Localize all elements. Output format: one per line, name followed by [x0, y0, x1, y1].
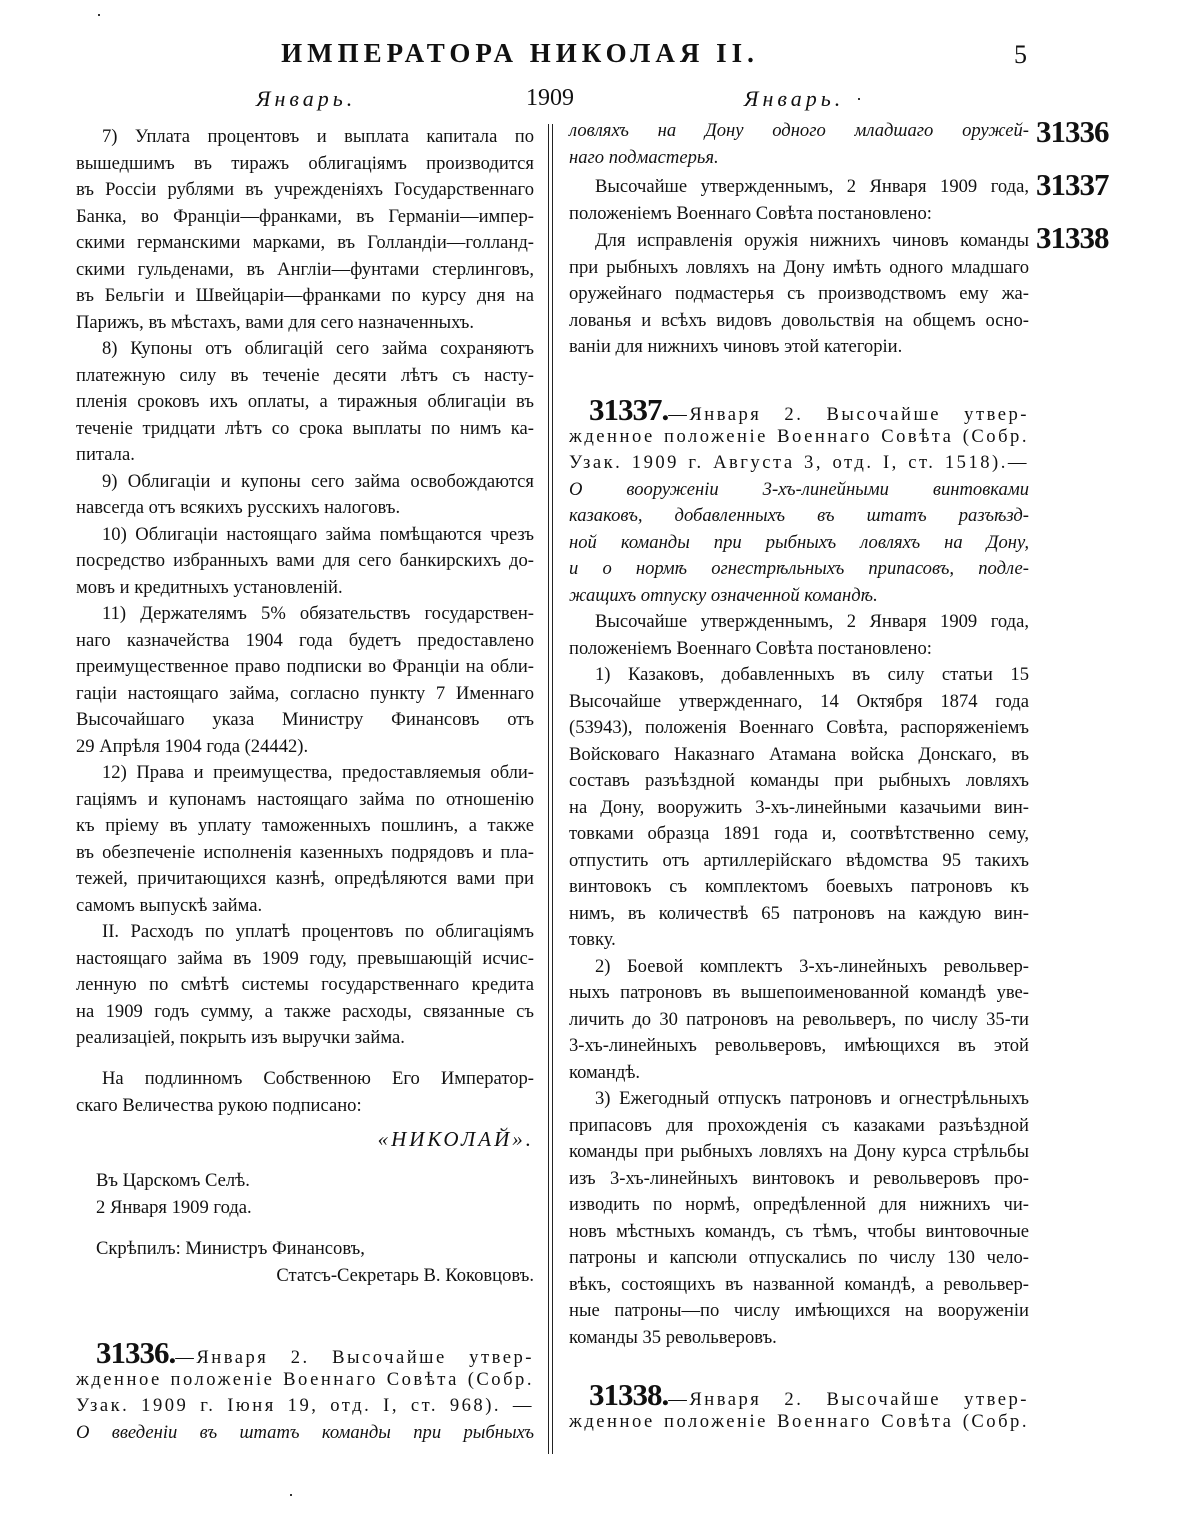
text-line: 12) Права и преимущества, предоставляемыя обли- [102, 762, 534, 783]
entry-31336-heading [76, 1335, 534, 1446]
place: Въ Царскомъ Селѣ. [96, 1170, 250, 1191]
text-line: 10) Облигаціи настоящаго займа помѣщаются чрезъ [102, 523, 534, 545]
text-line: команды при рыбныхъ ловляхъ на Дону курса стрѣльбы [569, 1141, 1029, 1162]
entry-31336-intro [569, 174, 1029, 227]
text-line: скими германскими марками, въ Голландіи—голланд- [76, 232, 534, 253]
entry-heading-line [569, 392, 1029, 427]
entry-heading-line [76, 1335, 534, 1370]
entry-title-line: и о нормѣ огнестрѣльныхъ припасовъ, подле- [569, 558, 1029, 579]
text-line: 2) Боевой комплектъ 3-хъ-линейныхъ револьвер- [595, 955, 1029, 977]
margin-number: 31337 [1036, 167, 1109, 202]
left-main-text [76, 124, 534, 1052]
text-line: нимъ, въ количествѣ 65 патроновъ на каждую вин- [569, 902, 1029, 924]
text-line: новъ мѣстныхъ командъ, съ тѣмъ, чтобы винтовочные [569, 1220, 1029, 1242]
text-line: скими гульденами, въ Англіи—фунтами стерлинговъ, [76, 258, 534, 280]
month-right: Январь. [744, 86, 845, 111]
text-line: 1) Казаковъ, добавленныхъ въ силу статьи 15 [595, 664, 1029, 685]
month-left: Январь. [256, 86, 357, 111]
entry-heading-line: жденное положеніе Военнаго Совѣта (Собр. [569, 425, 1029, 447]
text-line: на 1909 годъ сумму, а также расходы, связанные съ [76, 1000, 534, 1022]
entry-heading-text: —Января 2. Высочайше утвер- [175, 1347, 534, 1368]
entry-heading-line: жденное положеніе Военнаго Совѣта (Собр. [569, 1410, 1029, 1432]
text-line: положеніемъ Военнаго Совѣта постановлено: [569, 202, 932, 224]
text-line: реализаціей, покрыть изъ выручки займа. [76, 1027, 405, 1048]
text-line: гаціямъ и купонамъ настоящаго займа по отношенію [76, 788, 534, 810]
countersign-line: Скрѣпилъ: Министръ Финансовъ, [96, 1238, 365, 1259]
text-line: питала. [76, 444, 135, 465]
text-line: ныхъ патроновъ въ вышепоименованной командѣ уве- [569, 982, 1029, 1003]
paragraph [569, 174, 1029, 227]
text-line: пленія сроковъ ихъ оплаты, а тиражныя облигаціи въ [76, 391, 534, 412]
entry-title-line: ной команды при рыбныхъ ловляхъ на Дону, [569, 531, 1029, 553]
paragraph [76, 124, 534, 336]
text-line: настоящаго займа въ 1909 году, превышающій исчис- [76, 947, 534, 969]
text-line: команды 35 револьверовъ. [569, 1326, 777, 1348]
text-line: гаціи настоящаго займа, согласно пункту 7 Именнаго [76, 682, 534, 704]
entry-title-line: жащихъ отпуску означенной командѣ. [569, 584, 878, 606]
paragraph [569, 118, 1029, 171]
text-line: въ Бельгіи и Швейцаріи—франками по курсу дня на [76, 285, 534, 306]
margin-number: 31338 [1036, 220, 1109, 255]
text-line: наго подмастерья. [569, 146, 719, 168]
paragraph [76, 919, 534, 1052]
text-line: ваніи для нижнихъ чиновъ этой категоріи. [569, 336, 903, 357]
paragraph [569, 662, 1029, 954]
text-line: товку. [569, 929, 616, 950]
text-line: ленную по смѣтѣ системы государственнаго кредита [76, 974, 534, 995]
text-line: самомъ выпускѣ займа. [76, 894, 263, 916]
date: 2 Января 1909 года. [96, 1196, 252, 1218]
text-line: положеніемъ Военнаго Совѣта постановлено: [569, 637, 932, 659]
entry-31338-heading [569, 1377, 1029, 1435]
text-line: Высочайше утвержденнаго, 14 Октября 1874 года [569, 690, 1029, 712]
text-line: (53943), положенія Военнаго Совѣта, распоряженіемъ [569, 717, 1029, 738]
entry-title-line: О вооруженіи 3-хъ-линейными винтовками [569, 478, 1029, 500]
text-line: тежей, причитающихся казнѣ, опредѣляются вами при [76, 868, 534, 889]
text-line: платежную силу въ теченіе десяти лѣтъ съ насту- [76, 364, 534, 386]
text-line: 3-хъ-линейныхъ револьверовъ, имѣющихся въ этой [569, 1035, 1029, 1056]
text-line: при рыбныхъ ловляхъ на Дону имѣть одного младшаго [569, 256, 1029, 278]
page-number: 5 [1014, 40, 1027, 69]
text-line: ные патроны—по числу имѣющихся на вооруженіи [569, 1300, 1029, 1321]
entry-title [569, 477, 1029, 610]
text-line: припасовъ для прохожденія съ казаками разъѣздной [569, 1114, 1029, 1136]
text-line: 8) Купоны отъ облигацій сего займа сохраняютъ [102, 338, 534, 359]
paragraph [76, 760, 534, 919]
text-line: 29 Апрѣля 1904 года (24442). [76, 735, 309, 757]
signed-note [76, 1066, 534, 1119]
scan-speck [98, 14, 100, 16]
paragraph [76, 469, 534, 522]
text-line: изъ 3-хъ-линейныхъ винтовокъ и револьверовъ про- [569, 1167, 1029, 1189]
paragraph [569, 954, 1029, 1087]
text-line: отпустить отъ артиллерійскаго вѣдомства 95 такихъ [569, 849, 1029, 871]
text-line: посредство избранныхъ вами для сего банкирскихъ до- [76, 550, 534, 571]
text-line: лованья и всѣхъ видовъ довольствія на общемъ осно- [569, 309, 1029, 331]
text-line: къ пріему въ уплату таможенныхъ пошлинъ, а также [76, 815, 534, 836]
year: 1909 [526, 85, 574, 111]
text-line: 3) Ежегодный отпускъ патроновъ и огнестрѣльныхъ [595, 1088, 1029, 1109]
countersign-line: Статсъ-Секретарь В. Коковцовъ. [276, 1264, 534, 1286]
entry-31336-body [569, 228, 1029, 361]
paragraph [569, 1086, 1029, 1351]
paragraph [76, 601, 534, 760]
text-line: мовъ и кредитныхъ установленій. [76, 576, 343, 598]
entry-heading-text: —Января 2. Высочайше утвер- [668, 1389, 1029, 1410]
scan-speck [290, 1494, 292, 1496]
entry-heading-line: Узак. 1909 г. Іюня 19, отд. I, ст. 968). — [76, 1395, 534, 1416]
entry-31337 [569, 392, 1029, 1351]
text-line: II. Расходъ по уплатѣ процентовъ по облигаціямъ [102, 921, 534, 942]
text-line: 9) Облигаціи и купоны сего займа освобождаются [102, 470, 534, 492]
text-line: Высочайшаго указа Министру Финансовъ отъ [76, 709, 534, 730]
text-line: въ Россіи рублями въ учрежденіяхъ Государственнаго [76, 179, 534, 200]
entry-heading-line: жденное положеніе Военнаго Совѣта (Собр. [76, 1368, 534, 1390]
paragraph [569, 228, 1029, 361]
entry-number: 31338. [589, 1377, 669, 1412]
text-line: 11) Держателямъ 5% обязательствъ государствен- [102, 603, 534, 624]
text-line: 7) Уплата процентовъ и выплата капитала по [102, 126, 534, 147]
text-line: изводить по нормѣ, опредѣленной для нижнихъ чи- [569, 1194, 1029, 1215]
entry-title-line: О введеніи въ штатъ команды при рыбныхъ [76, 1421, 534, 1443]
entry-heading-line [569, 1377, 1029, 1412]
text-line: составъ разъѣздной команды при рыбныхъ ловляхъ [569, 770, 1029, 791]
text-line: командѣ. [569, 1061, 641, 1083]
text-line: винтовокъ съ комплектомъ боевыхъ патроновъ къ [569, 876, 1029, 897]
entry-number: 31337. [589, 392, 669, 427]
running-head-title: ИМПЕРАТОРА НИКОЛАЯ II. [281, 38, 759, 68]
margin-number: 31336 [1036, 114, 1109, 149]
countersignature [76, 1236, 534, 1289]
paragraph [569, 609, 1029, 662]
text-line: вышедшимъ въ тиражъ облигаціямъ производится [76, 152, 534, 174]
text-line: оружейнаго подмастерья съ производствомъ ему жа- [569, 283, 1029, 304]
text-line: Высочайше утвержденнымъ, 2 Января 1909 года, [595, 176, 1029, 197]
entry-heading-line: Узак. 1909 г. Августа 3, отд. I, ст. 1518).— [569, 452, 1029, 473]
text-line: скаго Величества рукою подписано: [76, 1094, 362, 1116]
text-line: Парижъ, въ мѣстахъ, вами для сего назначенныхъ. [76, 311, 475, 333]
entry-31336-title-cont [569, 118, 1029, 171]
text-line: личить до 30 патроновъ на револьверъ, по числу 35-ти [569, 1008, 1029, 1030]
paragraph [76, 522, 534, 602]
text-line: въ обезпеченіе исполненія казенныхъ подрядовъ и пла- [76, 841, 534, 863]
paragraph [76, 1066, 534, 1119]
text-line: наго казначейства 1904 года будетъ предоставлено [76, 629, 534, 651]
signature: «НИКОЛАЙ». [377, 1127, 534, 1151]
entry-title [76, 1420, 534, 1447]
place-date [76, 1168, 554, 1221]
text-line: ловляхъ на Дону одного младшаго оружей- [569, 120, 1029, 141]
text-line: Высочайше утвержденнымъ, 2 Января 1909 года, [595, 611, 1029, 632]
column-divider [548, 124, 553, 1454]
text-line: товками образца 1891 года и, соотвѣтственно сему, [569, 823, 1029, 844]
text-line: преимущественное право подписки во Франціи на обли- [76, 656, 534, 677]
text-line: На подлинномъ Собственною Его Император- [102, 1068, 534, 1089]
text-line: патроны и капсюли отпускались по числу 130 чело- [569, 1247, 1029, 1268]
text-line: теченіе тридцати лѣтъ со срока выплаты по нимъ ка- [76, 417, 534, 439]
text-line: навсегда отъ всякихъ русскихъ налоговъ. [76, 497, 401, 518]
text-line: вѣкъ, состоящихъ въ названной командѣ, а револьвер- [569, 1273, 1029, 1295]
entry-title-line: казаковъ, добавленныхъ въ штатъ разъѣзд- [569, 505, 1029, 526]
text-line: Банка, во Франціи—франками, въ Германіи—импер- [76, 205, 534, 227]
entry-heading-text: —Января 2. Высочайше утвер- [668, 404, 1029, 425]
paragraph [76, 336, 534, 469]
text-line: Для исправленія оружія нижнихъ чиновъ команды [595, 230, 1029, 251]
scan-speck [858, 98, 860, 100]
entry-number: 31336. [96, 1335, 176, 1370]
text-line: на Дону, вооружить 3-хъ-линейными казачьими вин- [569, 796, 1029, 818]
text-line: Войсковаго Наказнаго Атамана войска Донскаго, въ [569, 743, 1029, 765]
